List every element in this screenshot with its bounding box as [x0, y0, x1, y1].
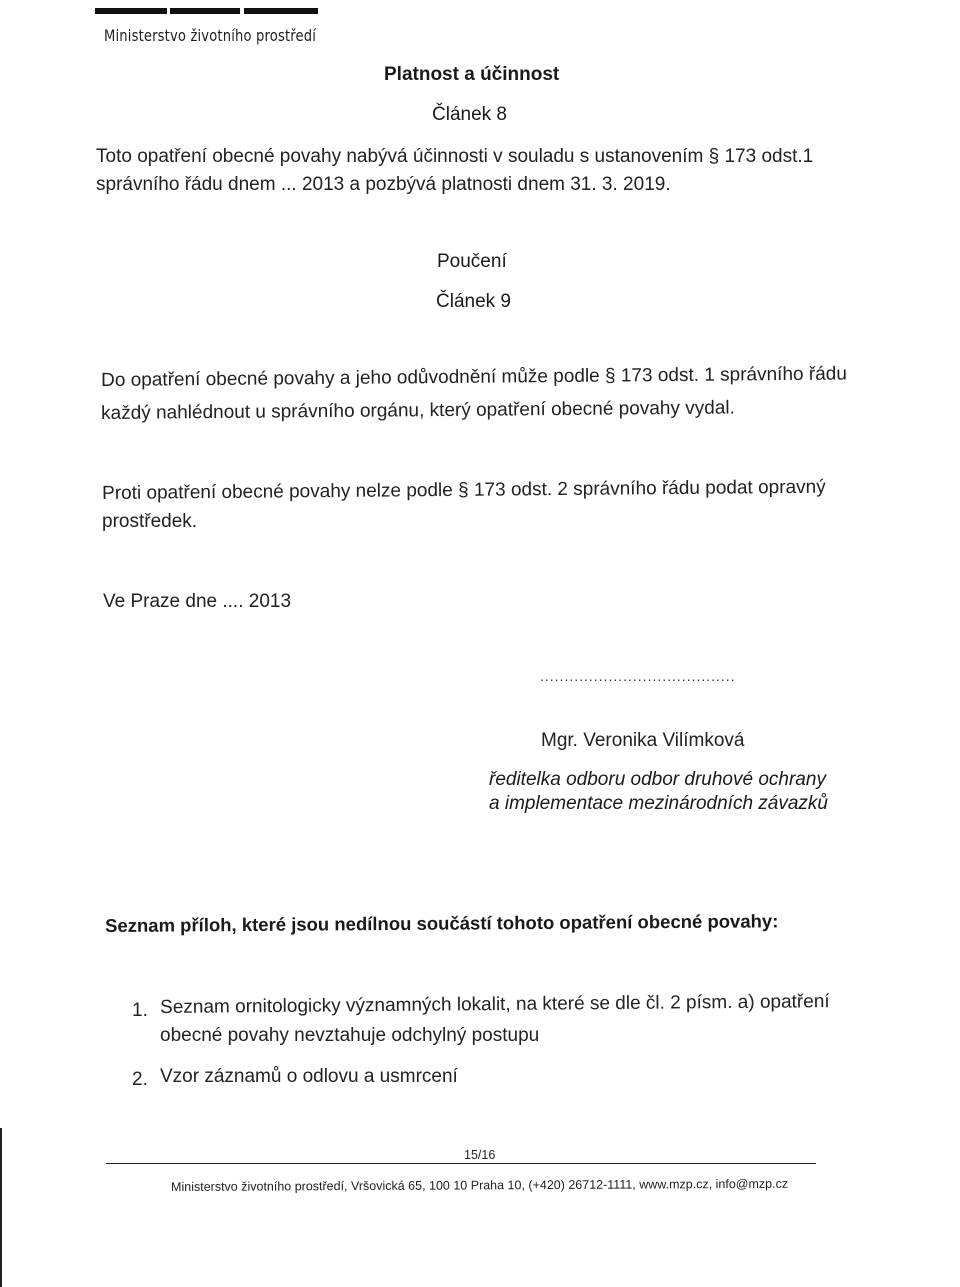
- signatory-role: a implementace mezinárodních závazků: [489, 793, 829, 814]
- ministry-name: Ministerstvo životního prostředí: [104, 26, 317, 45]
- footer-divider: [106, 1163, 816, 1164]
- signature-line: ........................................: [540, 668, 736, 684]
- section-heading-instruction: Poučení: [437, 251, 507, 272]
- signatory-role: ředitelka odboru odbor druhové ochrany: [489, 769, 826, 790]
- page-number: 15/16: [464, 1148, 496, 1162]
- header-bar-segment: [95, 8, 167, 14]
- attachment-number: 2.: [132, 1069, 148, 1090]
- header-bar-segment: [244, 8, 318, 14]
- instruction-text-line: Do opatření obecné povahy a jeho odůvodnění může podle § 173 odst. 1 správního řádu: [101, 363, 847, 391]
- signatory-name: Mgr. Veronika Vilímková: [541, 730, 745, 751]
- section-heading-validity: Platnost a účinnost: [384, 64, 560, 85]
- attachment-item: Seznam ornitologicky významných lokalit, na které se dle čl. 2 písm. a) opatření: [160, 991, 830, 1018]
- place-and-date: Ve Praze dne .... 2013: [103, 591, 292, 612]
- appeal-text-line: Proti opatření obecné povahy nelze podle § 173 odst. 2 správního řádu podat opravný: [102, 476, 826, 504]
- attachment-number: 1.: [132, 1000, 148, 1021]
- instruction-text-line: každý nahlédnout u správního orgánu, který opatření obecné povahy vydal.: [101, 397, 735, 424]
- article-8-title: Článek 8: [432, 104, 507, 125]
- article-9-title: Článek 9: [436, 291, 511, 312]
- validity-text-line: Toto opatření obecné povahy nabývá účinnosti v souladu s ustanovením § 173 odst.1: [96, 146, 814, 167]
- appeal-text-line: prostředek.: [102, 511, 198, 532]
- validity-text-line: správního řádu dnem ... 2013 a pozbývá platnosti dnem 31. 3. 2019.: [96, 174, 671, 195]
- attachments-heading: Seznam příloh, které jsou nedílnou součástí tohoto opatření obecné povahy:: [105, 910, 779, 936]
- attachment-item: Vzor záznamů o odlovu a usmrcení: [160, 1066, 458, 1087]
- footer-address: Ministerstvo životního prostředí, Vršovická 65, 100 10 Praha 10, (+420) 26712-1111, www.mzp.cz, info@mzp.cz: [171, 1176, 789, 1194]
- scan-edge-mark: [0, 1128, 2, 1287]
- header-bar-segment: [170, 8, 240, 14]
- attachment-item: obecné povahy nevztahuje odchylný postupu: [160, 1025, 540, 1046]
